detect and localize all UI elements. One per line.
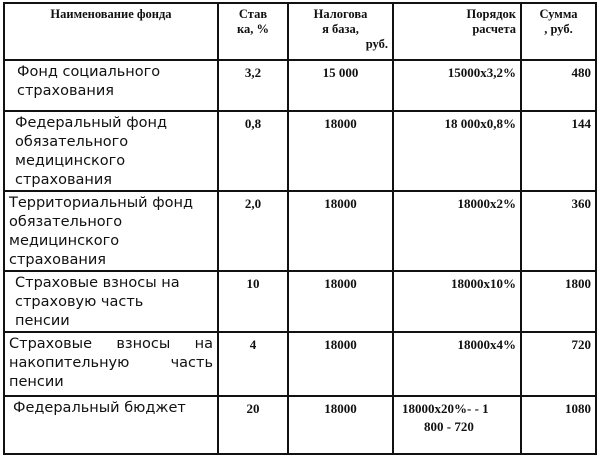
fund-name-line: страхования xyxy=(15,172,113,188)
header-sum-line-2: , руб. xyxy=(544,22,573,36)
fund-name-line: пенсии xyxy=(9,374,64,390)
fund-name-line: Территориальный фонд xyxy=(9,195,193,211)
sum-cell: 1080 xyxy=(521,396,596,454)
table-row xyxy=(4,332,596,396)
fund-name-line: Страховые взносы на xyxy=(15,275,180,291)
header-calculation xyxy=(393,3,521,60)
fund-name-line: Страховые взносы на xyxy=(9,336,213,352)
tax-base-cell: 18000 xyxy=(288,271,393,332)
calculation-cell xyxy=(393,332,521,396)
fund-name-line: медицинского xyxy=(9,233,120,249)
fund-name-line: пенсии xyxy=(15,313,70,329)
table-row xyxy=(4,191,596,271)
sum-cell: 480 xyxy=(521,60,596,111)
sum-cell: 720 xyxy=(521,332,596,396)
fund-contributions-table xyxy=(3,2,597,455)
header-sum xyxy=(521,3,596,60)
calculation-line: 18000х20%- - 1 xyxy=(402,401,489,416)
calculation-line: 800 - 720 xyxy=(424,419,474,434)
fund-name-line: накопительную часть xyxy=(9,355,213,371)
tax-base-cell: 18000 xyxy=(288,191,393,271)
fund-name-cell xyxy=(4,271,218,332)
fund-name-cell xyxy=(4,332,218,396)
header-tax-base xyxy=(288,3,393,60)
tax-base-cell: 18000 xyxy=(288,332,393,396)
header-rate-line-1: Став xyxy=(238,7,268,21)
header-tax-base-line-3: руб. xyxy=(365,37,388,51)
table-row xyxy=(4,396,596,454)
fund-name-line: Федеральный фонд xyxy=(15,115,167,131)
tax-base-cell: 18000 xyxy=(288,111,393,191)
calculation-cell xyxy=(393,111,521,191)
sum-cell: 1800 xyxy=(521,271,596,332)
rate-cell: 10 xyxy=(218,271,288,332)
calculation-line: 18000х4% xyxy=(457,337,516,352)
sum-cell: 144 xyxy=(521,111,596,191)
header-row xyxy=(4,3,596,60)
table-row xyxy=(4,60,596,111)
calculation-cell xyxy=(393,396,521,454)
header-calculation-line-1: Порядок xyxy=(466,7,516,21)
fund-name-line: страхования xyxy=(17,83,115,99)
rate-cell: 3,2 xyxy=(218,60,288,111)
fund-name-cell xyxy=(4,111,218,191)
fund-name-line: обязательного xyxy=(9,214,123,230)
fund-name-cell xyxy=(4,60,218,111)
header-tax-base-line-1: Налогова xyxy=(313,7,368,21)
header-fund-name-text: Наименование фонда xyxy=(50,7,172,21)
header-tax-base-line-2: я база, xyxy=(322,22,359,36)
fund-name-cell xyxy=(4,396,218,454)
table-row xyxy=(4,271,596,332)
tax-base-cell: 15 000 xyxy=(288,60,393,111)
sum-cell: 360 xyxy=(521,191,596,271)
fund-name-line: страхования xyxy=(9,252,107,268)
calculation-line: 18000х10% xyxy=(451,276,516,291)
header-sum-line-1: Сумма xyxy=(539,7,578,21)
tax-base-cell: 18000 xyxy=(288,396,393,454)
fund-name-line: страховую часть xyxy=(15,294,144,310)
rate-cell: 0,8 xyxy=(218,111,288,191)
rate-cell: 20 xyxy=(218,396,288,454)
rate-cell: 4 xyxy=(218,332,288,396)
fund-name-line: Фонд социального xyxy=(17,64,161,80)
calculation-cell xyxy=(393,271,521,332)
fund-name-line: Федеральный бюджет xyxy=(13,400,186,416)
calculation-cell xyxy=(393,191,521,271)
header-rate xyxy=(218,3,288,60)
rate-cell: 2,0 xyxy=(218,191,288,271)
calculation-line: 18000х2% xyxy=(457,196,516,211)
header-fund-name xyxy=(4,3,218,60)
table-row xyxy=(4,111,596,191)
header-rate-line-2: ка, % xyxy=(236,22,269,36)
fund-name-line: медицинского xyxy=(15,153,126,169)
calculation-cell xyxy=(393,60,521,111)
calculation-line: 15000х3,2% xyxy=(447,65,516,80)
fund-name-cell xyxy=(4,191,218,271)
header-calculation-line-2: расчета xyxy=(472,22,516,36)
fund-name-line: обязательного xyxy=(15,134,129,150)
calculation-line: 18 000х0,8% xyxy=(444,116,516,131)
